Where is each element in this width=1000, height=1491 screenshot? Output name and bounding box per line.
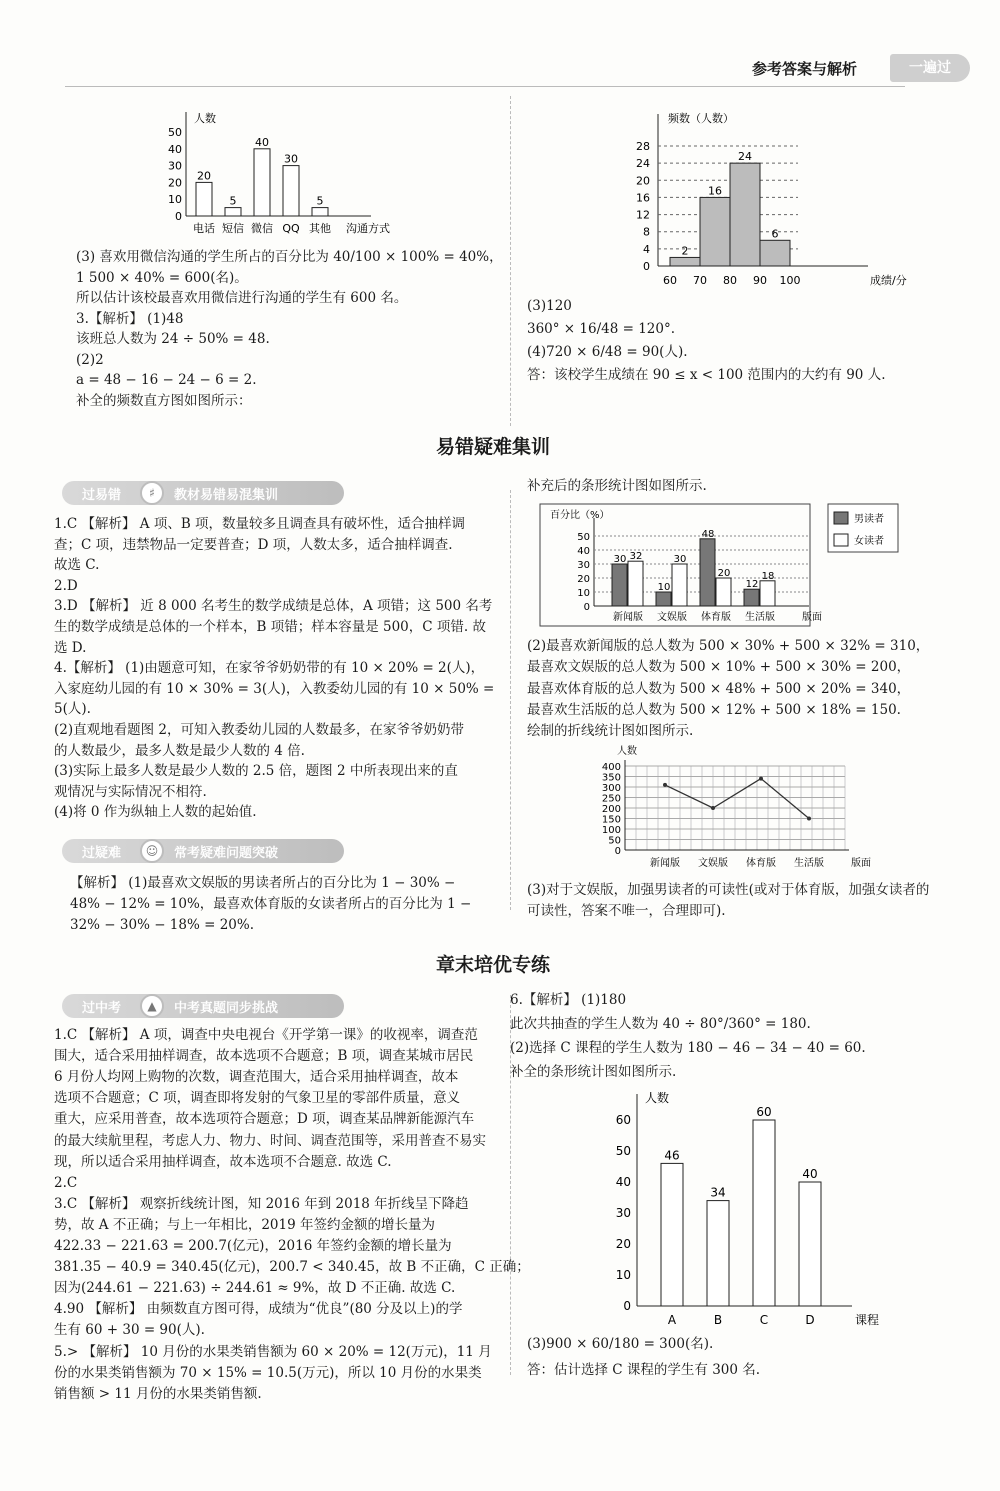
data-label: 16 <box>708 184 722 198</box>
data-point <box>759 777 763 781</box>
section1-right-intro: 补充后的条形统计图如图所示. <box>527 478 707 494</box>
y-tick-label: 0 <box>643 260 650 273</box>
x-tick-label: 文娱版 <box>657 612 687 623</box>
y-tick-label: 60 <box>615 1113 631 1127</box>
legend-label: 男读者 <box>854 514 884 525</box>
bar <box>760 240 790 266</box>
bar <box>730 163 760 266</box>
y-tick-label: 100 <box>601 825 621 836</box>
text-line: 绘制的折线统计图如图所示. <box>527 723 694 740</box>
data-label: 10 <box>657 582 671 593</box>
text-line: 1.C 【解析】 A 项、B 项，数量较多且调查具有破坏性，适合抽样调 <box>54 516 466 532</box>
y-tick-label: 0 <box>175 210 182 223</box>
column-divider <box>510 490 511 910</box>
x-tick-label: 其他 <box>309 222 331 235</box>
y-tick-label: 50 <box>608 835 621 847</box>
data-point <box>807 817 811 821</box>
banner-text: 常考疑难问题突破 <box>174 845 279 861</box>
text-line: 6.【解析】 (1)180 <box>510 992 627 1008</box>
bell-icon: ♯ <box>140 481 164 505</box>
text-line: 选 D. <box>54 639 87 656</box>
x-tick-label: 文娱版 <box>698 858 728 869</box>
data-label: 40 <box>255 135 269 149</box>
bar <box>707 1201 729 1306</box>
data-label: 18 <box>761 570 775 582</box>
x-axis-label: 版面 <box>851 858 871 869</box>
x-axis-label: 版面 <box>802 612 822 623</box>
text-line: 此次共抽查的学生人数为 40 ÷ 80°/360° = 180. <box>510 1016 811 1032</box>
bar <box>716 578 731 606</box>
y-tick-label: 0 <box>623 1299 631 1313</box>
bar <box>656 592 671 606</box>
y-tick-label: 50 <box>577 532 590 543</box>
y-tick-label: 20 <box>168 176 182 190</box>
x-tick-label: QQ <box>282 222 300 235</box>
y-tick-label: 0 <box>583 602 590 613</box>
y-tick-label: 4 <box>643 242 650 256</box>
chart-reader-percent <box>540 500 910 630</box>
bar <box>700 539 715 606</box>
y-tick-label: 50 <box>168 126 182 139</box>
x-tick-label: 新闻版 <box>650 858 680 869</box>
bar <box>670 257 700 266</box>
text-line: (4)720 × 6/48 = 90(人). <box>527 344 688 360</box>
text-line: 选项不合题意；C 项，调查即将发射的气象卫星的零部件质量，意义 <box>54 1090 461 1107</box>
x-tick-label: C <box>759 1313 769 1327</box>
data-label: 46 <box>664 1148 680 1163</box>
text-line: 最喜欢体育版的总人数为 500 × 48% + 500 × 20% = 340， <box>527 680 911 697</box>
y-axis-label: 人数 <box>617 746 637 757</box>
y-tick-label: 12 <box>636 208 650 222</box>
text-line: 1 500 × 40% = 600(名)。 <box>76 269 248 286</box>
y-tick-label: 20 <box>615 1237 631 1251</box>
bar <box>283 166 299 216</box>
bar <box>760 581 775 606</box>
data-point <box>663 783 667 787</box>
text-line: 422.33 − 221.63 = 200.7(亿元)，2016 年签约金额的增长量为 <box>54 1238 452 1254</box>
y-tick-label: 40 <box>168 142 182 156</box>
x-tick-label: B <box>713 1313 723 1327</box>
y-tick-label: 28 <box>636 140 650 153</box>
text-line: 的最大续航里程，考虑人力、物力、时间、调查范围等，采用普查不易实 <box>54 1132 486 1149</box>
bar <box>225 208 241 216</box>
y-tick-label: 40 <box>577 546 590 557</box>
y-tick-label: 20 <box>636 174 650 188</box>
text-line: 围大，适合采用抽样调查，故本选项不合题意；B 项，调查某城市居民 <box>54 1048 474 1065</box>
text-line: 答：该校学生成绩在 90 ≤ x < 100 范围内的大约有 90 人. <box>527 367 886 383</box>
text-line: (3) 喜欢用微信沟通的学生所占的百分比为 40/100 × 100% = 40%， <box>76 249 503 265</box>
text-line: 5(人). <box>54 701 91 718</box>
banner-mistakes <box>62 481 344 505</box>
text-line: (4)将 0 作为纵轴上人数的起始值. <box>54 804 257 821</box>
text-line: 5.> 【解析】 10 月份的水果类销售额为 60 × 20% = 12(万元)，11 月 <box>54 1343 492 1360</box>
text-line: 3.C 【解析】 观察折线统计图，知 2016 年到 2018 年折线呈下降趋 <box>54 1195 469 1212</box>
text-line: 381.35 − 40.9 = 340.45(亿元)，200.7 < 340.45，故 B 不正确，C 正确； <box>54 1259 530 1276</box>
y-tick-label: 30 <box>615 1206 631 1220</box>
x-tick-label: 电话 <box>193 222 215 235</box>
text-line: 可读性，答案不唯一，合理即可). <box>527 903 726 919</box>
text-line: 所以估计该校最喜欢用微信进行沟通的学生有 600 名。 <box>76 290 408 306</box>
data-point <box>711 806 715 810</box>
y-axis-label: 百分比（%） <box>550 510 610 521</box>
text-line: 现，所以适合采用抽样调查，故本选项不合题意. 故选 C. <box>54 1153 392 1170</box>
bar <box>700 197 730 266</box>
text-line: (2)直观地看题图 2，可知入教委幼儿园的人数最多，在家爷爷奶奶带 <box>54 722 465 738</box>
text-line: 48% − 12% = 10%，最喜欢体育版的女读者所占的百分比为 1 − <box>70 896 472 912</box>
y-tick-label: 40 <box>615 1175 631 1189</box>
bar <box>744 589 759 606</box>
legend-swatch <box>834 534 848 546</box>
header-brand: 一遍过 <box>890 54 970 82</box>
face-icon: ☺ <box>140 839 164 863</box>
text-line: 4.90 【解析】 由频数直方图可得，成绩为“优良”(80 分及以上)的学 <box>54 1301 463 1318</box>
y-axis-label: 人数 <box>645 1091 670 1105</box>
data-label: 32 <box>629 551 643 563</box>
y-tick-label: 8 <box>643 225 650 239</box>
banner-label: 过疑难 <box>82 845 122 861</box>
text-line: 最喜欢文娱版的总人数为 500 × 10% + 500 × 30% = 200， <box>527 659 911 676</box>
text-line: a = 48 − 16 − 24 − 6 = 2. <box>76 372 257 388</box>
y-tick-label: 150 <box>601 814 621 826</box>
x-tick-label: 100 <box>779 274 801 287</box>
data-label: 40 <box>802 1167 818 1181</box>
section-title-1: 易错疑难集训 <box>436 436 551 458</box>
text-line: 势，故 A 不正确；与上一年相比，2019 年签约金额的增长量为 <box>54 1216 435 1233</box>
y-tick-label: 350 <box>601 772 621 784</box>
data-label: 30 <box>613 554 627 565</box>
data-label: 24 <box>738 150 752 164</box>
y-tick-label: 30 <box>577 560 590 571</box>
y-tick-label: 30 <box>168 159 182 173</box>
y-tick-label: 16 <box>636 191 650 205</box>
y-tick-label: 0 <box>614 846 621 857</box>
y-tick-label: 10 <box>577 588 590 599</box>
banner-label: 过易错 <box>82 487 122 503</box>
x-tick-label: 80 <box>723 274 737 287</box>
text-line: 2.C <box>54 1174 78 1191</box>
section-title-2: 章末培优专练 <box>436 954 551 976</box>
x-tick-label: 新闻版 <box>613 612 643 623</box>
text-line: 重大，应采用普查，故本选项符合题意；D 项，调查某品牌新能源汽车 <box>54 1111 475 1128</box>
data-label: 30 <box>284 152 298 166</box>
y-axis-label: 频数（人数） <box>668 112 734 125</box>
data-label: 60 <box>756 1105 772 1119</box>
text-line: 故选 C. <box>54 557 100 574</box>
x-tick-label: 微信 <box>251 222 273 235</box>
legend-label: 女读者 <box>854 536 884 547</box>
y-tick-label: 10 <box>615 1268 631 1282</box>
y-tick-label: 50 <box>615 1144 631 1158</box>
banner-difficult <box>62 839 344 863</box>
column-divider <box>510 96 511 426</box>
bar <box>612 564 627 606</box>
text-line: 补全的频数直方图如图所示： <box>76 392 252 409</box>
x-tick-label: 生活版 <box>745 612 775 623</box>
x-tick-label: A <box>667 1313 677 1327</box>
bar <box>672 564 687 606</box>
text-line: 的人数最少，最多人数是最少人数的 4 倍. <box>54 742 305 759</box>
x-tick-label: 70 <box>693 274 707 287</box>
text-line: 4.【解析】 (1)由题意可知，在家爷爷奶奶带的有 10 × 20% = 2(人)， <box>54 660 485 677</box>
text-line: 该班总人数为 24 ÷ 50% = 48. <box>76 331 270 347</box>
header-rule <box>65 86 905 87</box>
y-tick-label: 20 <box>577 574 590 585</box>
bar <box>753 1120 775 1306</box>
bar <box>312 208 328 216</box>
text-line: 最喜欢生活版的总人数为 500 × 12% + 500 × 18% = 150. <box>527 701 901 718</box>
text-line: 入家庭幼儿园的有 10 × 30% = 3(人)，入教委幼儿园的有 10 × 50% = <box>54 680 495 697</box>
text-line: (3)120 <box>527 298 572 314</box>
data-label: 34 <box>710 1185 726 1200</box>
data-label: 12 <box>745 579 759 591</box>
y-tick-label: 400 <box>601 762 621 773</box>
text-line: (3)实际上最多人数是最少人数的 2.5 倍，题图 2 中所表现出来的直 <box>54 763 458 780</box>
text-line: 2.D <box>54 577 78 594</box>
text-line: 32% − 30% − 18% = 20%. <box>70 917 254 933</box>
text-line: (2)2 <box>76 351 104 368</box>
data-label: 5 <box>316 194 324 208</box>
text-line: 3.【解析】 (1)48 <box>76 310 184 327</box>
banner-exam <box>62 994 344 1018</box>
chart-reader-line <box>575 742 885 877</box>
text-line: 【解析】 (1)最喜欢文娱版的男读者所占的百分比为 1 − 30% − <box>70 875 456 891</box>
y-tick-label: 24 <box>636 157 650 171</box>
y-axis-label: 人数 <box>194 112 216 125</box>
data-label: 48 <box>701 528 715 540</box>
text-line: 销售额 > 11 月份的水果类销售额. <box>54 1385 262 1402</box>
x-tick-label: 短信 <box>222 222 244 235</box>
data-label: 2 <box>681 244 689 258</box>
graduation-cap-icon: ▲ <box>140 994 164 1018</box>
x-tick-label: D <box>805 1313 815 1327</box>
series-line <box>665 779 809 819</box>
page-header <box>0 50 1000 90</box>
chart-score-histogram <box>600 108 907 288</box>
text-line: 因为(244.61 − 221.63) ÷ 244.61 ≈ 9%，故 D 不正确. 故选 C. <box>54 1280 456 1297</box>
banner-text: 教材易错易混集训 <box>174 487 279 503</box>
x-tick-label: 体育版 <box>701 612 731 623</box>
bar <box>661 1163 683 1306</box>
text-line: (2)最喜欢新闻版的总人数为 500 × 30% + 500 × 32% = 310， <box>527 638 930 654</box>
text-line: 补全的条形统计图如图所示. <box>510 1064 677 1080</box>
text-line: 查；C 项，违禁物品一定要普查；D 项，人数太多，适合抽样调查. <box>54 536 453 553</box>
banner-text: 中考真题同步挑战 <box>174 1000 279 1016</box>
data-label: 6 <box>771 227 779 241</box>
text-line: 观情况与实际情况不相符. <box>54 783 207 800</box>
banner-label: 过中考 <box>82 1000 122 1016</box>
header-title: 参考答案与解析 <box>752 60 858 78</box>
legend-swatch <box>834 512 848 524</box>
chart-course <box>605 1088 880 1328</box>
data-label: 5 <box>229 194 237 208</box>
x-axis-label: 课程 <box>855 1313 880 1327</box>
x-tick-label: 60 <box>663 274 677 287</box>
x-tick-label: 体育版 <box>746 858 776 869</box>
bar <box>799 1182 821 1306</box>
y-tick-label: 250 <box>601 793 621 805</box>
data-label: 20 <box>197 169 211 183</box>
x-axis-label: 成绩/分 <box>870 274 907 287</box>
y-tick-label: 300 <box>601 783 621 794</box>
y-tick-label: 200 <box>601 804 621 815</box>
text-line: (2)选择 C 课程的学生人数为 180 − 46 − 34 − 40 = 60. <box>510 1040 866 1056</box>
x-tick-label: 生活版 <box>794 858 824 869</box>
text-line: (3)对于文娱版，加强男读者的可读性(或对于体育版，加强女读者的 <box>527 882 930 898</box>
text-line: 答：估计选择 C 课程的学生有 300 名. <box>527 1362 761 1378</box>
bar <box>628 561 643 606</box>
data-label: 30 <box>673 554 687 565</box>
x-axis-label: 沟通方式 <box>346 222 390 235</box>
text-line: 生有 60 + 30 = 90(人). <box>54 1322 205 1339</box>
chart-communication <box>150 108 420 238</box>
bar <box>254 149 270 216</box>
text-line: 生的数学成绩是总体的一个样本，B 项错；样本容量是 500，C 项错. 故 <box>54 619 486 635</box>
text-line: 360° × 16/48 = 120°. <box>527 321 676 337</box>
data-label: 20 <box>717 568 731 579</box>
x-tick-label: 90 <box>753 274 767 287</box>
text-line: 6 月份人均网上购物的次数，调查范围大，适合采用抽样调查，故本 <box>54 1069 459 1086</box>
text-line: 份的水果类销售额为 70 × 15% = 10.5(万元)，所以 10 月份的水果类 <box>54 1364 482 1381</box>
text-line: (3)900 × 60/180 = 300(名). <box>527 1336 714 1352</box>
text-line: 1.C 【解析】 A 项，调查中央电视台《开学第一课》的收视率，调查范 <box>54 1027 478 1043</box>
bar <box>196 182 212 216</box>
text-line: 3.D 【解析】 近 8 000 名考生的数学成绩是总体，A 项错；这 500 名考 <box>54 598 493 615</box>
y-tick-label: 10 <box>168 193 182 207</box>
